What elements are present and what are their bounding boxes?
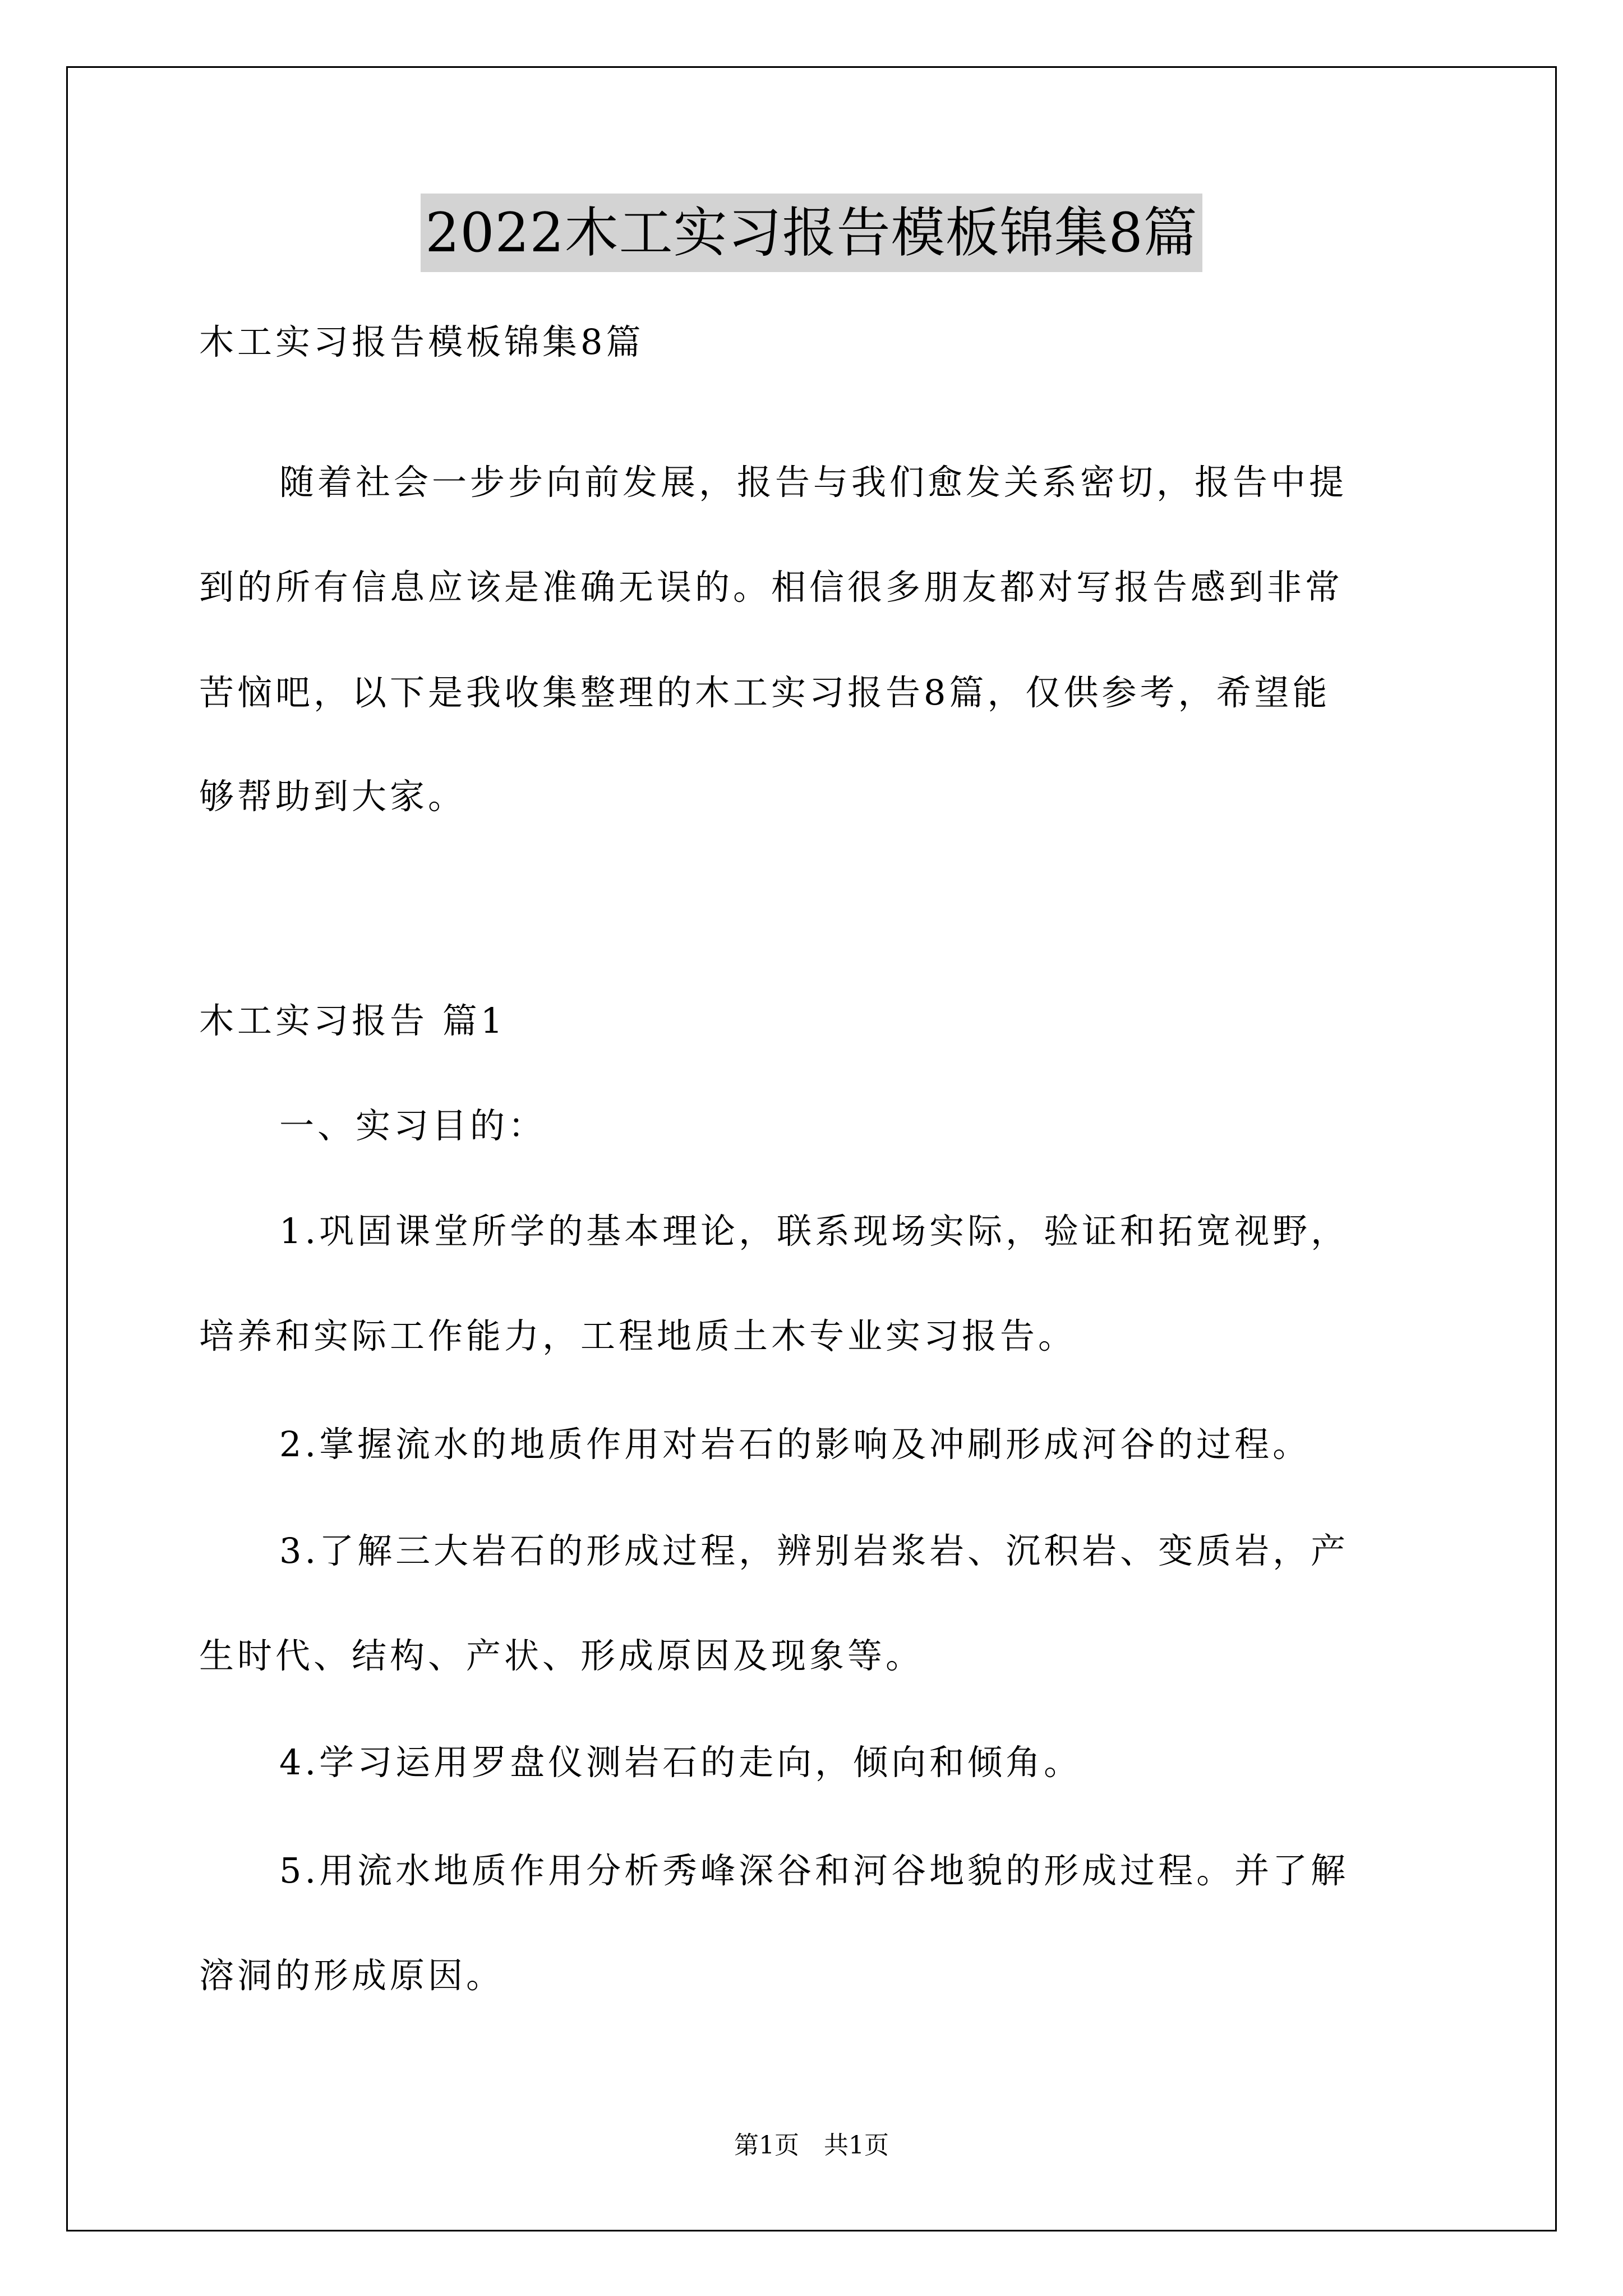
section-heading: 木工实习报告 篇1: [199, 1000, 506, 1041]
intro-line: 苦恼吧，以下是我收集整理的木工实习报告8篇，仅供参考，希望能: [199, 672, 1331, 713]
list-item: 3.了解三大岩石的形成过程，辨别岩浆岩、沉积岩、变质岩，产: [279, 1530, 1349, 1571]
list-item: 5.用流水地质作用分析秀峰深谷和河谷地貌的形成过程。并了解: [279, 1850, 1349, 1891]
intro-line: 够帮助到大家。: [199, 776, 467, 817]
document-title: 2022木工实习报告模板锦集8篇: [421, 194, 1202, 272]
list-item: 培养和实际工作能力，工程地质土木专业实习报告。: [199, 1315, 1077, 1356]
page-footer: 第1页 共1页: [734, 2131, 889, 2160]
list-item: 1.巩固课堂所学的基本理论，联系现场实际，验证和拓宽视野，: [279, 1211, 1349, 1251]
list-item: 4.学习运用罗盘仪测岩石的走向，倾向和倾角。: [279, 1742, 1082, 1783]
list-item: 2.掌握流水的地质作用对岩石的影响及冲刷形成河谷的过程。: [279, 1424, 1311, 1465]
purpose-heading: 一、实习目的：: [279, 1105, 547, 1146]
intro-line: 到的所有信息应该是准确无误的。相信很多朋友都对写报告感到非常: [199, 567, 1344, 608]
list-item: 生时代、结构、产状、形成原因及现象等。: [199, 1635, 924, 1676]
list-item: 溶洞的形成原因。: [199, 1955, 505, 1996]
intro-line: 随着社会一步步向前发展，报告与我们愈发关系密切，报告中提: [279, 462, 1348, 503]
title-container: [0, 194, 1623, 272]
subtitle: 木工实习报告模板锦集8篇: [199, 321, 644, 362]
